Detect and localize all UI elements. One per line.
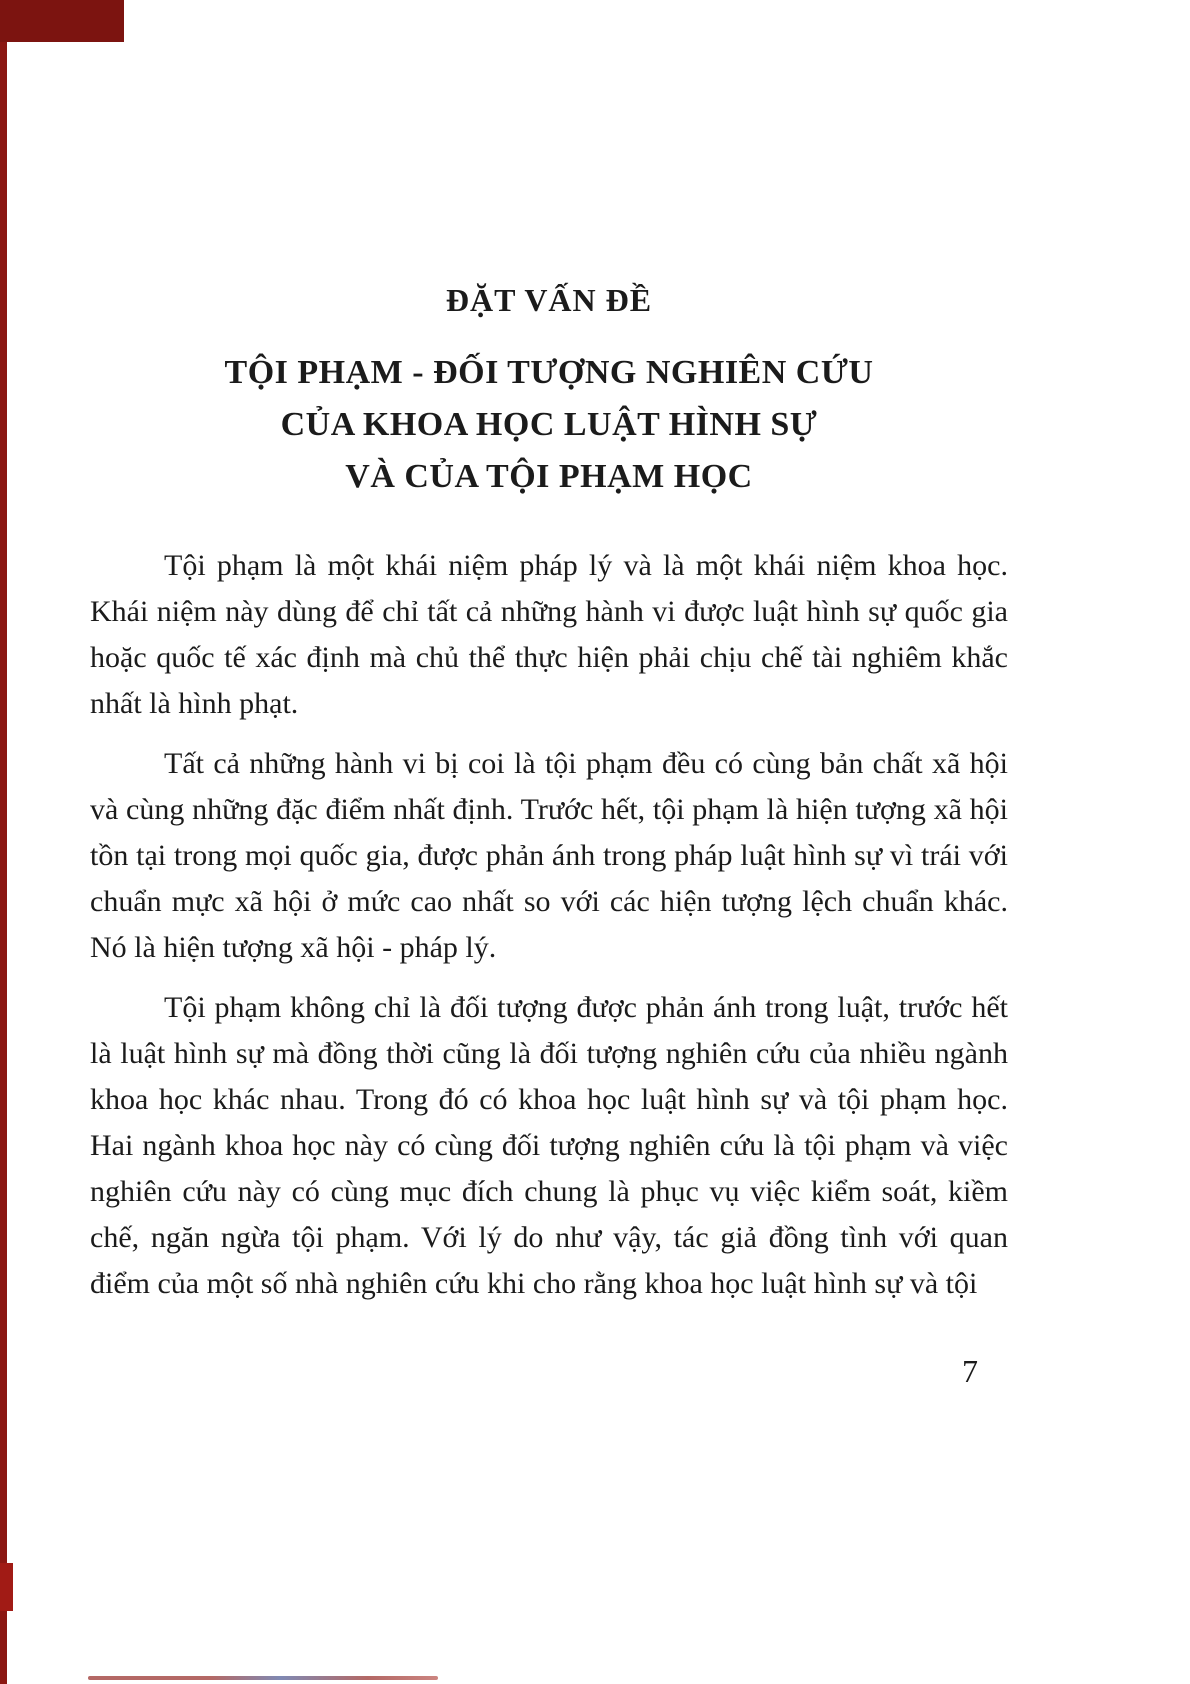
paragraph-1: Tội phạm là một khái niệm pháp lý và là một khái niệm khoa học. Khái niệm này dùng để chỉ tất cả những hành vi được luật hình sự quốc gia hoặc quốc tế xác định mà chủ thể thực hiện phải chịu chế tài nghiêm khắc nhất là hình phạt. <box>90 549 1008 720</box>
chapter-title-line-3: VÀ CỦA TỘI PHẠM HỌC <box>345 458 753 495</box>
left-border-strip <box>0 0 7 1684</box>
paragraph-3: Tội phạm không chỉ là đối tượng được phản ánh trong luật, trước hết là luật hình sự mà đồng thời cũng là đối tượng nghiên cứu của nhiều ngành khoa học khác nhau. Trong đó có khoa học luật hình sự và tội phạm học. Hai ngành khoa học này có cùng đối tượng nghiên cứu là tội phạm và việc nghiên cứu này có cùng mục đích chung là phục vụ việc kiểm soát, kiềm chế, ngăn ngừa tội phạm. Với lý do như vậy, tác giả đồng tình với quan điểm của một số nhà nghiên cứu khi cho rằng khoa học luật hình sự và tội <box>90 991 1008 1300</box>
chapter-title-line-1: TỘI PHẠM - ĐỐI TƯỢNG NGHIÊN CỨU <box>224 354 874 391</box>
page-content <box>90 282 1008 1390</box>
section-heading: ĐẶT VẤN ĐỀ <box>445 282 653 318</box>
bottom-scan-artifact-line <box>88 1676 438 1680</box>
chapter-title-line-2: CỦA KHOA HỌC LUẬT HÌNH SỰ <box>280 406 818 443</box>
top-left-red-block <box>0 0 124 42</box>
body-text <box>90 543 1008 1307</box>
bottom-left-red-mark <box>0 1563 13 1611</box>
paragraph-2: Tất cả những hành vi bị coi là tội phạm đều có cùng bản chất xã hội và cùng những đặc điểm nhất định. Trước hết, tội phạm là hiện tượng xã hội tồn tại trong mọi quốc gia, được phản ánh trong pháp luật hình sự vì trái với chuẩn mực xã hội ở mức cao nhất so với các hiện tượng lệch chuẩn khác. Nó là hiện tượng xã hội - pháp lý. <box>90 747 1008 964</box>
page-number: 7 <box>962 1353 978 1389</box>
chapter-title <box>90 347 1008 503</box>
